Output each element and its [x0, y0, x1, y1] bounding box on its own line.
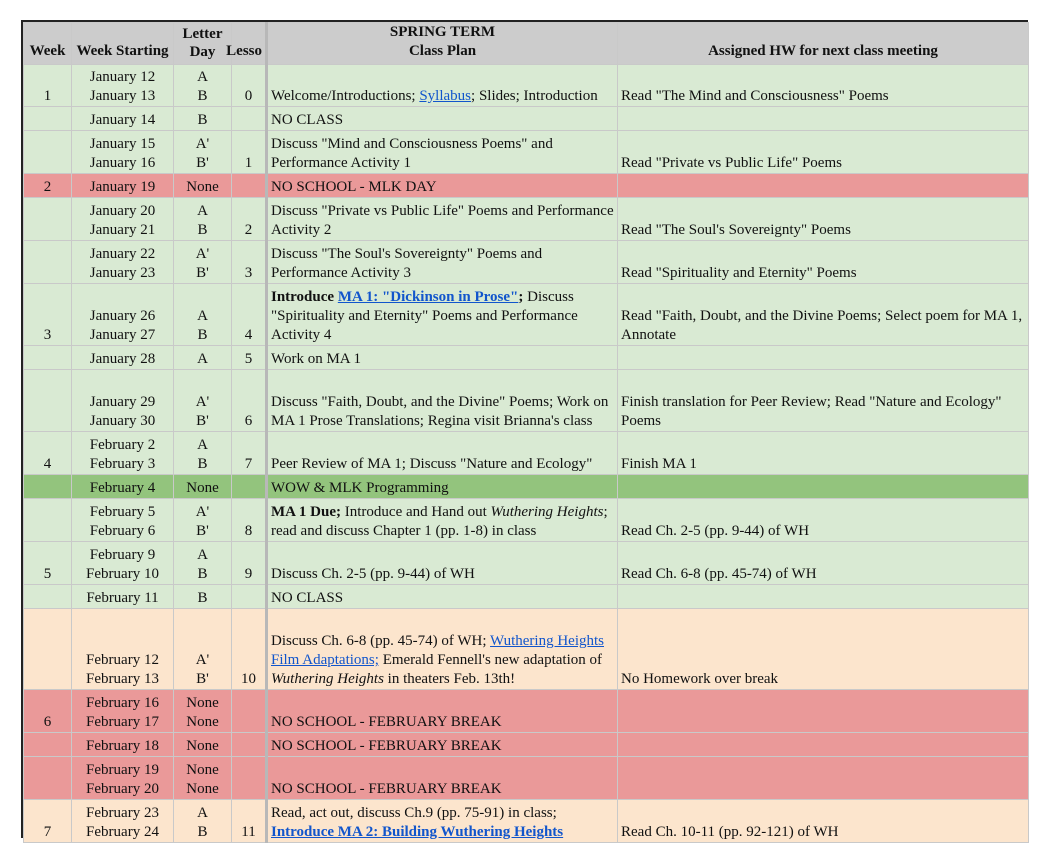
date-text: February 12 [86, 652, 159, 668]
letter-day-cell[interactable] [174, 370, 232, 432]
date-text: January 15 [89, 136, 156, 152]
week-cell[interactable]: 1 [24, 65, 72, 107]
plan-text: NO SCHOOL - FEBRUARY BREAK [271, 781, 502, 797]
plan-text: WOW & MLK Programming [271, 480, 449, 496]
date-text: January 29 [89, 394, 156, 410]
date-text: February 11 [86, 590, 159, 606]
date-text: January 19 [89, 179, 156, 195]
header-row [24, 23, 1029, 65]
lesson-cell[interactable] [232, 585, 267, 609]
week-starting-cell[interactable] [72, 499, 174, 542]
date-text: January 21 [89, 222, 156, 238]
schedule-row[interactable] [24, 475, 1029, 499]
date-text: February 16 [86, 695, 159, 711]
plan-text: Discuss "Spirituality and Eternity" Poems and Performance Activity 4 [271, 289, 578, 343]
header-assigned-hw: Assigned HW for next class meeting [618, 23, 1029, 65]
plan-text: Read, act out, discuss Ch.9 (pp. 75-91) in class; [271, 805, 557, 821]
plan-text: NO SCHOOL - MLK DAY [271, 179, 437, 195]
letter-day-text: B [197, 566, 208, 582]
lesson-cell[interactable] [232, 107, 267, 131]
schedule-spreadsheet [21, 20, 1028, 838]
schedule-row[interactable] [24, 174, 1029, 198]
letter-day-text: A' [195, 504, 210, 520]
week-cell[interactable]: 2 [24, 174, 72, 198]
letter-day-text: None [186, 480, 219, 496]
assigned-hw-cell[interactable]: Read "Spirituality and Eternity" Poems [618, 241, 1029, 284]
lesson-cell[interactable]: 7 [232, 432, 267, 475]
letter-day-text: B' [196, 265, 209, 281]
header-class-plan [267, 23, 618, 65]
date-text: February 4 [89, 480, 156, 496]
letter-day-cell[interactable] [174, 65, 232, 107]
assigned-hw-cell[interactable]: Read "The Mind and Consciousness" Poems [618, 65, 1029, 107]
week-cell[interactable] [24, 475, 72, 499]
letter-day-text: B [197, 590, 208, 606]
plan-text: NO CLASS [271, 112, 344, 128]
week-starting-cell[interactable] [72, 609, 174, 690]
date-text: January 26 [89, 308, 156, 324]
header-week: Week [24, 23, 72, 65]
letter-day-text: B [197, 824, 208, 840]
plan-text: Introduce [271, 289, 338, 305]
plan-text: Wuthering Heights [490, 504, 604, 520]
assigned-hw-cell[interactable]: Read "The Soul's Sovereignty" Poems [618, 198, 1029, 241]
date-text: January 30 [89, 413, 156, 429]
letter-day-text: B' [196, 413, 209, 429]
date-text: February 17 [86, 714, 159, 730]
week-starting-cell[interactable] [72, 432, 174, 475]
header-week-starting: Week Starting [72, 23, 174, 65]
class-plan-cell[interactable] [267, 585, 618, 609]
letter-day-cell[interactable] [174, 499, 232, 542]
week-starting-cell[interactable] [72, 198, 174, 241]
week-cell[interactable] [24, 346, 72, 370]
plan-text: Emerald Fennell's new adaptation of [378, 652, 602, 668]
date-text: January 16 [89, 155, 156, 171]
date-text: January 12 [89, 69, 156, 85]
plan-text: MA 1 Due; [271, 504, 341, 520]
schedule-row[interactable] [24, 585, 1029, 609]
letter-day-cell[interactable] [174, 131, 232, 174]
class-plan-cell[interactable] [267, 475, 618, 499]
schedule-row[interactable] [24, 432, 1029, 475]
lesson-cell[interactable]: 11 [232, 800, 267, 843]
letter-day-cell[interactable] [174, 800, 232, 843]
letter-day-text: A [197, 203, 208, 219]
week-cell[interactable] [24, 585, 72, 609]
class-plan-cell[interactable] [267, 690, 618, 733]
class-plan-cell[interactable] [267, 370, 618, 432]
week-starting-cell[interactable] [72, 346, 174, 370]
week-cell[interactable] [24, 131, 72, 174]
letter-day-text: None [186, 762, 219, 778]
week-starting-cell[interactable] [72, 241, 174, 284]
date-text: January 20 [89, 203, 156, 219]
schedule-row[interactable] [24, 198, 1029, 241]
letter-day-cell[interactable] [174, 609, 232, 690]
letter-day-text: A' [195, 394, 210, 410]
schedule-row[interactable] [24, 65, 1029, 107]
lesson-cell[interactable]: 6 [232, 370, 267, 432]
assigned-hw-cell[interactable] [618, 733, 1029, 757]
plan-text: Discuss "Faith, Doubt, and the Divine" Poems; Work on MA 1 Prose Translations; Regina visit Brianna's class [271, 394, 609, 429]
schedule-row[interactable] [24, 131, 1029, 174]
class-plan-cell[interactable] [267, 609, 618, 690]
date-text: February 20 [86, 781, 159, 797]
week-starting-cell[interactable] [72, 174, 174, 198]
letter-day-cell[interactable] [174, 346, 232, 370]
letter-day-cell[interactable] [174, 757, 232, 800]
plan-text: Discuss "Private vs Public Life" Poems and Performance Activity 2 [271, 203, 614, 238]
letter-day-text: B' [196, 155, 209, 171]
week-cell[interactable] [24, 609, 72, 690]
lesson-cell[interactable]: 9 [232, 542, 267, 585]
lesson-cell[interactable] [232, 690, 267, 733]
letter-day-text: None [186, 781, 219, 797]
letter-day-text: A' [195, 136, 210, 152]
class-plan-cell[interactable] [267, 800, 618, 843]
assigned-hw-cell[interactable]: No Homework over break [618, 609, 1029, 690]
week-starting-cell[interactable] [72, 542, 174, 585]
plan-text: ; Slides; Introduction [471, 88, 598, 104]
schedule-body [24, 65, 1029, 843]
date-text: February 2 [89, 437, 156, 453]
date-text: February 6 [89, 523, 156, 539]
schedule-row[interactable] [24, 346, 1029, 370]
schedule-row[interactable] [24, 370, 1029, 432]
plan-text: Peer Review of MA 1; Discuss "Nature and Ecology" [271, 456, 593, 472]
date-text: February 19 [86, 762, 159, 778]
letter-day-text: None [186, 738, 219, 754]
lesson-cell[interactable]: 2 [232, 198, 267, 241]
letter-day-text: A [197, 69, 208, 85]
assigned-hw-cell[interactable]: Finish MA 1 [618, 432, 1029, 475]
date-text: January 22 [89, 246, 156, 262]
plan-text: Discuss "Mind and Consciousness Poems" and Performance Activity 1 [271, 136, 553, 171]
letter-day-cell[interactable] [174, 690, 232, 733]
plan-text: Work on MA 1 [271, 351, 362, 367]
assigned-hw-cell[interactable]: Read "Private vs Public Life" Poems [618, 131, 1029, 174]
week-cell[interactable] [24, 757, 72, 800]
assigned-hw-cell[interactable] [618, 585, 1029, 609]
letter-day-cell[interactable] [174, 241, 232, 284]
plan-text: Discuss "The Soul's Sovereignty" Poems and Performance Activity 3 [271, 246, 543, 281]
class-plan-cell[interactable] [267, 198, 618, 241]
schedule-row[interactable] [24, 284, 1029, 346]
letter-day-text: None [186, 714, 219, 730]
class-plan-cell[interactable] [267, 757, 618, 800]
class-plan-cell[interactable] [267, 174, 618, 198]
letter-day-text: A [197, 437, 208, 453]
date-text: February 9 [89, 547, 156, 563]
plan-text: Discuss Ch. 2-5 (pp. 9-44) of WH [271, 566, 475, 582]
week-cell[interactable] [24, 241, 72, 284]
letter-day-text: B' [196, 671, 209, 687]
date-text: January 28 [89, 351, 156, 367]
week-cell[interactable]: 7 [24, 800, 72, 843]
class-plan-cell[interactable] [267, 499, 618, 542]
plan-link[interactable]: Introduce MA 2: Building Wuthering Heights [271, 824, 564, 840]
week-starting-cell[interactable] [72, 370, 174, 432]
header-letter-day: Letter Day [174, 23, 232, 65]
plan-text: NO SCHOOL - FEBRUARY BREAK [271, 714, 502, 730]
header-term-title: SPRING TERM [389, 24, 496, 40]
lesson-cell[interactable]: 8 [232, 499, 267, 542]
schedule-row[interactable] [24, 733, 1029, 757]
assigned-hw-cell[interactable]: Finish translation for Peer Review; Read "Nature and Ecology" Poems [618, 370, 1029, 432]
letter-day-cell[interactable] [174, 542, 232, 585]
assigned-hw-cell[interactable]: Read "Faith, Doubt, and the Divine Poems; Select poem for MA 1, Annotate [618, 284, 1029, 346]
week-cell[interactable]: 4 [24, 432, 72, 475]
class-plan-cell[interactable] [267, 432, 618, 475]
date-text: January 13 [89, 88, 156, 104]
class-plan-cell[interactable] [267, 131, 618, 174]
assigned-hw-cell[interactable] [618, 475, 1029, 499]
plan-text: NO SCHOOL - FEBRUARY BREAK [271, 738, 502, 754]
letter-day-text: A [197, 308, 208, 324]
plan-text: Wuthering Heights [271, 671, 384, 687]
letter-day-text: None [186, 695, 219, 711]
plan-text: Welcome/Introductions; [271, 88, 420, 104]
plan-link[interactable]: Syllabus [419, 88, 472, 104]
class-plan-cell[interactable] [267, 241, 618, 284]
schedule-row[interactable] [24, 542, 1029, 585]
class-plan-table [23, 22, 1029, 843]
plan-link[interactable]: MA 1: "Dickinson in Prose" [337, 289, 519, 305]
letter-day-cell[interactable] [174, 174, 232, 198]
week-cell[interactable]: 5 [24, 542, 72, 585]
plan-link[interactable]: Wuthering Heights Film Adaptations; [271, 633, 604, 668]
week-cell[interactable]: 3 [24, 284, 72, 346]
class-plan-cell[interactable] [267, 107, 618, 131]
letter-day-text: B [197, 222, 208, 238]
lesson-cell[interactable]: 0 [232, 65, 267, 107]
schedule-row[interactable] [24, 107, 1029, 131]
lesson-cell[interactable]: 3 [232, 241, 267, 284]
letter-day-cell[interactable] [174, 198, 232, 241]
date-text: February 5 [89, 504, 156, 520]
schedule-row[interactable] [24, 609, 1029, 690]
schedule-row[interactable] [24, 499, 1029, 542]
week-starting-cell[interactable] [72, 284, 174, 346]
letter-day-text: B' [196, 523, 209, 539]
header-lesson: Lesso [232, 23, 267, 65]
week-cell[interactable]: 6 [24, 690, 72, 733]
class-plan-cell[interactable] [267, 733, 618, 757]
plan-text: Discuss Ch. 6-8 (pp. 45-74) of WH; [271, 633, 491, 649]
letter-day-text: B [197, 456, 208, 472]
week-cell[interactable] [24, 370, 72, 432]
letter-day-text: A' [195, 246, 210, 262]
week-cell[interactable] [24, 499, 72, 542]
letter-day-text: B [197, 88, 208, 104]
letter-day-text: A [197, 805, 208, 821]
lesson-cell[interactable] [232, 174, 267, 198]
week-cell[interactable] [24, 198, 72, 241]
week-cell[interactable] [24, 733, 72, 757]
class-plan-cell[interactable] [267, 65, 618, 107]
class-plan-cell[interactable] [267, 346, 618, 370]
lesson-cell[interactable] [232, 733, 267, 757]
letter-day-text: None [186, 179, 219, 195]
date-text: February 3 [89, 456, 156, 472]
lesson-cell[interactable]: 1 [232, 131, 267, 174]
week-starting-cell[interactable] [72, 65, 174, 107]
letter-day-text: A [197, 351, 208, 367]
assigned-hw-cell[interactable]: Read Ch. 10-11 (pp. 92-121) of WH [618, 800, 1029, 843]
date-text: January 14 [89, 112, 156, 128]
assigned-hw-cell[interactable] [618, 107, 1029, 131]
letter-day-text: A' [195, 652, 210, 668]
week-starting-cell[interactable] [72, 131, 174, 174]
week-starting-cell[interactable] [72, 757, 174, 800]
assigned-hw-cell[interactable] [618, 174, 1029, 198]
lesson-cell[interactable]: 5 [232, 346, 267, 370]
class-plan-cell[interactable] [267, 284, 618, 346]
week-cell[interactable] [24, 107, 72, 131]
plan-text: ; [518, 289, 528, 305]
letter-day-cell[interactable] [174, 432, 232, 475]
plan-text: Introduce and Hand out [341, 504, 491, 520]
letter-day-cell[interactable] [174, 585, 232, 609]
week-starting-cell[interactable] [72, 107, 174, 131]
week-starting-cell[interactable] [72, 690, 174, 733]
date-text: February 10 [86, 566, 159, 582]
assigned-hw-cell[interactable]: Read Ch. 2-5 (pp. 9-44) of WH [618, 499, 1029, 542]
lesson-cell[interactable]: 4 [232, 284, 267, 346]
week-starting-cell[interactable] [72, 585, 174, 609]
assigned-hw-cell[interactable]: Read Ch. 6-8 (pp. 45-74) of WH [618, 542, 1029, 585]
date-text: January 23 [89, 265, 156, 281]
schedule-row[interactable] [24, 800, 1029, 843]
class-plan-cell[interactable] [267, 542, 618, 585]
letter-day-text: A [197, 547, 208, 563]
letter-day-cell[interactable] [174, 733, 232, 757]
letter-day-cell[interactable] [174, 284, 232, 346]
assigned-hw-cell[interactable] [618, 690, 1029, 733]
schedule-row[interactable] [24, 690, 1029, 733]
date-text: February 24 [86, 824, 159, 840]
week-starting-cell[interactable] [72, 800, 174, 843]
week-starting-cell[interactable] [72, 475, 174, 499]
letter-day-cell[interactable] [174, 107, 232, 131]
assigned-hw-cell[interactable] [618, 346, 1029, 370]
plan-text: NO CLASS [271, 590, 344, 606]
lesson-cell[interactable] [232, 757, 267, 800]
date-text: January 27 [89, 327, 156, 343]
plan-text: in theaters Feb. 13th! [383, 671, 516, 687]
date-text: February 13 [86, 671, 159, 687]
date-text: February 23 [86, 805, 159, 821]
letter-day-text: B [197, 327, 208, 343]
schedule-row[interactable] [24, 757, 1029, 800]
lesson-cell[interactable]: 10 [232, 609, 267, 690]
letter-day-cell[interactable] [174, 475, 232, 499]
letter-day-text: B [197, 112, 208, 128]
plan-text: ; read and discuss Chapter 1 (pp. 1-8) in class [271, 504, 608, 539]
schedule-row[interactable] [24, 241, 1029, 284]
lesson-cell[interactable] [232, 475, 267, 499]
assigned-hw-cell[interactable] [618, 757, 1029, 800]
header-class-plan-label: Class Plan [408, 43, 477, 59]
date-text: February 18 [86, 738, 159, 754]
week-starting-cell[interactable] [72, 733, 174, 757]
